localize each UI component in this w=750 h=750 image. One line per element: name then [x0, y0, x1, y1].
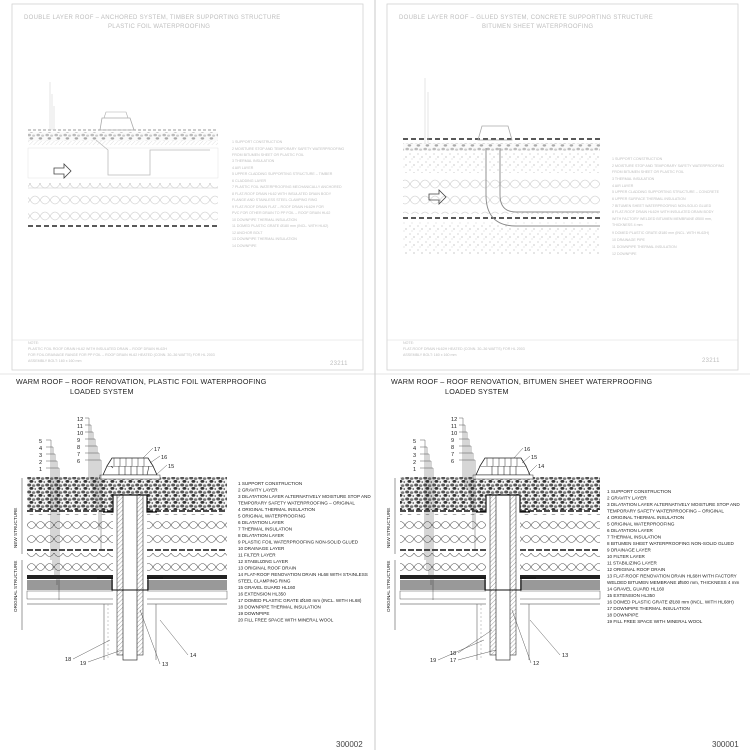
- svg-text:9 DRAINAGE LAYER: 9 DRAINAGE LAYER: [607, 547, 651, 553]
- svg-text:1 SUPPORT CONSTRUCTION: 1 SUPPORT CONSTRUCTION: [607, 489, 672, 494]
- svg-text:17 DOMED PLASTIC GRATE Ø180 m: 17 DOMED PLASTIC GRATE Ø180 mm (INCL. WITH HL68): [238, 598, 362, 603]
- callout-label: 13: [162, 662, 169, 668]
- callout-label: 18: [450, 651, 457, 657]
- callout-label: 2: [413, 460, 417, 466]
- svg-text:6 UPPER SURFACE THERMAL INSU: 6 UPPER SURFACE THERMAL INSULATION: [612, 197, 686, 201]
- callout-label: 10: [451, 431, 458, 437]
- bottom-right-legend: [607, 489, 740, 624]
- svg-text:17 DOWNPIPE THERMAL INSULATIO: 17 DOWNPIPE THERMAL INSULATION: [607, 606, 690, 611]
- svg-text:18 DOWNPIPE THERMAL INSULATIO: 18 DOWNPIPE THERMAL INSULATION: [238, 604, 321, 610]
- svg-text:8 DILATATION LAYER: 8 DILATATION LAYER: [238, 533, 284, 538]
- svg-text:5 UPPER CLADDING SUPPORTING: 5 UPPER CLADDING SUPPORTING STRUCTURE – TIMBER: [232, 172, 333, 176]
- callout-label: 12: [533, 661, 540, 667]
- callout-label: 16: [161, 455, 168, 461]
- top-left-title-line-2: PLASTIC FOIL WATERPROOFING: [108, 24, 211, 30]
- svg-text:4 AIR LAYER: 4 AIR LAYER: [232, 166, 254, 170]
- callout-label: 4: [39, 446, 43, 452]
- callout-label: 10: [77, 431, 84, 437]
- callout-label: 1: [39, 467, 43, 473]
- callout-label: 2: [39, 460, 43, 466]
- bottom-right-side-label-original: ORIGINAL STRUCTURE: [386, 560, 391, 612]
- svg-text:FLANGE AND STAINLESS STEEL CLA: FLANGE AND STAINLESS STEEL CLAMPING RING: [232, 198, 318, 202]
- svg-text:9 FLAT-ROOF DRAIN FLAT – ROO: 9 FLAT-ROOF DRAIN FLAT – ROOF DRAIN HL62H FOR: [232, 205, 324, 209]
- callout-label: 6: [77, 459, 81, 465]
- callout-label: 16: [524, 447, 531, 453]
- bottom-right-title-line-2: LOADED SYSTEM: [445, 387, 509, 396]
- svg-text:ASSEMBLY BOLT: 160 x 160 mm: ASSEMBLY BOLT: 160 x 160 mm: [403, 353, 457, 357]
- svg-text:2 GRAVITY LAYER: 2 GRAVITY LAYER: [607, 495, 647, 501]
- svg-text:FLAT-ROOF DRAIN HL62H HEATED (: FLAT-ROOF DRAIN HL62H HEATED (CONN. 30–36 WATTS) FOR HL 2003: [403, 347, 525, 351]
- bottom-right-sheet: [386, 377, 740, 749]
- svg-text:5 ORIGINAL WATERPROOFING: 5 ORIGINAL WATERPROOFING: [238, 513, 306, 519]
- callout-label: 1: [413, 467, 417, 473]
- callout-label: 5: [413, 439, 417, 445]
- svg-text:3 THERMAL INSULATION: 3 THERMAL INSULATION: [612, 177, 655, 181]
- callout-label: 17: [154, 447, 161, 453]
- bottom-left-title-line-1: WARM ROOF – ROOF RENOVATION, PLASTIC FOIL WATERPROOFING: [16, 377, 267, 386]
- svg-text:16 DOMED PLASTIC GRATE Ø180 m: 16 DOMED PLASTIC GRATE Ø180 mm (INCL. WITH HL68H): [607, 599, 734, 605]
- callout-label: 17: [450, 658, 457, 664]
- callout-label: 14: [190, 653, 197, 659]
- svg-text:11 DOWNPIPE THERMAL INSULATIO: 11 DOWNPIPE THERMAL INSULATION: [612, 245, 677, 249]
- callout-label: 12: [77, 417, 84, 423]
- svg-text:4 ORIGINAL THERMAL INSULATIO: 4 ORIGINAL THERMAL INSULATION: [238, 507, 316, 512]
- svg-text:12 ANCHOR BOLT: 12 ANCHOR BOLT: [232, 231, 263, 235]
- callout-label: 12: [451, 417, 458, 423]
- callout-label: 18: [65, 657, 72, 663]
- svg-text:15 EXTENSION HL350: 15 EXTENSION HL350: [607, 593, 655, 598]
- top-right-title-line-2: BITUMEN SHEET WATERPROOFING: [482, 24, 594, 30]
- callout-label: 5: [39, 439, 43, 445]
- svg-text:11 STABILIZING LAYER: 11 STABILIZING LAYER: [607, 560, 657, 566]
- bottom-right-side-label-new: NEW STRUCTURE: [386, 507, 391, 548]
- callout-label: 15: [531, 455, 538, 461]
- svg-text:THICKNESS 4 mm: THICKNESS 4 mm: [612, 223, 643, 227]
- svg-text:FROM BITUMEN SHEET OR PLASTIC: FROM BITUMEN SHEET OR PLASTIC FOIL: [232, 153, 305, 157]
- svg-text:7 THERMAL INSULATION: 7 THERMAL INSULATION: [238, 526, 293, 532]
- svg-text:3 THERMAL INSULATION: 3 THERMAL INSULATION: [232, 159, 275, 163]
- svg-text:9 DOMED PLASTIC GRATE Ø180 m: 9 DOMED PLASTIC GRATE Ø180 mm (INCL. WITH HL62H): [612, 231, 710, 235]
- svg-text:16 EXTENSION HL350: 16 EXTENSION HL350: [238, 591, 286, 597]
- svg-text:TEMPORARY SAFETY WATERPROOFING: TEMPORARY SAFETY WATERPROOFING – ORIGINAL: [607, 508, 724, 514]
- svg-text:14 DOWNPIPE: 14 DOWNPIPE: [232, 244, 257, 248]
- callout-label: 6: [451, 459, 455, 465]
- top-left-sheet: [24, 15, 348, 367]
- svg-text:NOTE:: NOTE:: [403, 341, 414, 345]
- top-left-title-line-1: DOUBLE LAYER ROOF – ANCHORED SYSTEM, TIMBER SUPPORTING STRUCTURE: [24, 15, 281, 21]
- svg-text:19 DOWNPIPE: 19 DOWNPIPE: [238, 611, 270, 616]
- svg-text:10 DOWNPIPE THERMAL INSULATIO: 10 DOWNPIPE THERMAL INSULATION: [232, 218, 297, 222]
- svg-text:13 FLAT-ROOF RENOVATION DRAIN: 13 FLAT-ROOF RENOVATION DRAIN HL68H WITH FACTORY: [607, 573, 737, 579]
- callout-label: 13: [562, 653, 569, 659]
- svg-text:8 FLAT-ROOF DRAIN HL62 WITH: 8 FLAT-ROOF DRAIN HL62 WITH INSULATED DRAIN BODY: [232, 192, 332, 196]
- callout-label: 15: [168, 464, 175, 470]
- top-right-title-line-1: DOUBLE LAYER ROOF – GLUED SYSTEM, CONCRETE SUPPORTING STRUCTURE: [399, 15, 654, 21]
- svg-text:18 DOWNPIPE: 18 DOWNPIPE: [607, 612, 639, 618]
- svg-text:5 ORIGINAL WATERPROOFING: 5 ORIGINAL WATERPROOFING: [607, 521, 675, 527]
- callout-label: 9: [77, 438, 81, 444]
- bottom-left-sheet: [13, 377, 371, 749]
- callout-label: 9: [451, 438, 455, 444]
- svg-text:6 CLADDING LAYER: 6 CLADDING LAYER: [232, 179, 267, 183]
- svg-text:3 DILATATION LAYER ALTERNATI: 3 DILATATION LAYER ALTERNATIVELY MOISTURE STOP AND: [238, 494, 371, 499]
- svg-text:11 DOMED PLASTIC GRATE Ø180 m: 11 DOMED PLASTIC GRATE Ø180 mm (INCL. WITH HL62): [232, 224, 329, 228]
- bottom-left-code: 300002: [336, 740, 363, 749]
- svg-text:4 ORIGINAL THERMAL INSULATIO: 4 ORIGINAL THERMAL INSULATION: [607, 515, 685, 520]
- callout-label: 7: [451, 452, 455, 458]
- svg-text:7 THERMAL INSULATION: 7 THERMAL INSULATION: [607, 534, 662, 540]
- svg-text:19 FILL FREE SPACE WITH MINER: 19 FILL FREE SPACE WITH MINERAL WOOL: [607, 619, 703, 624]
- callout-label: 3: [413, 453, 417, 459]
- svg-text:WITH FACTORY WELDED BITUMEN ME: WITH FACTORY WELDED BITUMEN MEMBRANE Ø500 mm,: [612, 217, 713, 221]
- svg-text:12 STABILIZING LAYER: 12 STABILIZING LAYER: [238, 559, 289, 564]
- callout-label: 14: [538, 464, 545, 470]
- bottom-left-side-label-new: NEW STRUCTURE: [13, 507, 18, 548]
- svg-text:14 GRAVEL GUARD HL160: 14 GRAVEL GUARD HL160: [607, 586, 665, 592]
- top-right-code: 23211: [702, 358, 720, 364]
- svg-text:10 FILTER LAYER: 10 FILTER LAYER: [607, 554, 645, 559]
- svg-text:13 ORIGINAL ROOF DRAIN: 13 ORIGINAL ROOF DRAIN: [238, 565, 297, 571]
- svg-text:2 MOISTURE STOP AND TEMPORAR: 2 MOISTURE STOP AND TEMPORARY SAFETY WATERPROOFING: [612, 164, 725, 168]
- svg-text:11 FILTER LAYER: 11 FILTER LAYER: [238, 552, 276, 558]
- svg-text:14 FLAT-ROOF RENOVATION DRAIN: 14 FLAT-ROOF RENOVATION DRAIN HL68 WITH STAINLESS: [238, 572, 368, 577]
- callout-label: 11: [77, 424, 83, 430]
- svg-text:STEEL CLAMPING RING: STEEL CLAMPING RING: [238, 578, 291, 584]
- svg-text:FOR FOIL DRAINAGE RANGE FOR PP: FOR FOIL DRAINAGE RANGE FOR PP FOIL – ROOF DRAIN HL62 HEATED (CONN. 30–36 WATTS) FOR HL 2003: [28, 353, 215, 357]
- callout-label: 19: [80, 661, 87, 667]
- bottom-left-legend: [238, 481, 371, 623]
- svg-text:ASSEMBLY BOLT: 160 x 160 mm: ASSEMBLY BOLT: 160 x 160 mm: [28, 359, 82, 363]
- svg-text:7 BITUMEN SHEET WATERPROOFIN: 7 BITUMEN SHEET WATERPROOFING NON-SOLID GLUED: [612, 204, 712, 208]
- svg-text:WELDED BITUMEN MEMBRANE Ø500 m: WELDED BITUMEN MEMBRANE Ø500 mm, THICKNESS 4 mm: [607, 580, 740, 585]
- bottom-left-side-label-original: ORIGINAL STRUCTURE: [13, 560, 18, 612]
- svg-text:8 BITUMEN SHEET WATERPROOFIN: 8 BITUMEN SHEET WATERPROOFING NON-SOLID GLUED: [607, 541, 734, 546]
- svg-text:1 SUPPORT CONSTRUCTION: 1 SUPPORT CONSTRUCTION: [238, 481, 303, 486]
- top-right-sheet: [399, 15, 724, 364]
- callout-label: 19: [430, 658, 437, 664]
- callout-label: 7: [77, 452, 81, 458]
- callout-label: 8: [451, 445, 455, 451]
- svg-text:9 PLASTIC FOIL WATERPROOFING: 9 PLASTIC FOIL WATERPROOFING NON-SOLID GLUED: [238, 539, 359, 545]
- bottom-right-title-line-1: WARM ROOF – ROOF RENOVATION, BITUMEN SHEET WATERPROOFING: [391, 377, 653, 386]
- bottom-left-title-line-2: LOADED SYSTEM: [70, 387, 134, 396]
- svg-text:1 SUPPORT CONSTRUCTION: 1 SUPPORT CONSTRUCTION: [232, 140, 283, 144]
- svg-text:10 DRAINAGE PIPE: 10 DRAINAGE PIPE: [612, 238, 645, 242]
- svg-text:8 FLAT-ROOF DRAIN HL62H WITH: 8 FLAT-ROOF DRAIN HL62H WITH INSULATED DRAIN BODY: [612, 210, 714, 214]
- svg-text:6 DILATATION LAYER: 6 DILATATION LAYER: [238, 520, 284, 525]
- svg-text:PLASTIC FOIL ROOF DRAIN HL62 W: PLASTIC FOIL ROOF DRAIN HL62 WITH INSULATED DRAIN – ROOF DRAIN HL62H: [28, 347, 167, 351]
- svg-text:FROM BITUMEN SHEET OR PLASTIC: FROM BITUMEN SHEET OR PLASTIC FOIL: [612, 170, 685, 174]
- svg-text:NOTE:: NOTE:: [28, 341, 39, 345]
- svg-text:TEMPORARY SAFETY WATERPROOFING: TEMPORARY SAFETY WATERPROOFING – ORIGINAL: [238, 500, 355, 506]
- svg-text:13 DOWNPIPE THERMAL INSULATIO: 13 DOWNPIPE THERMAL INSULATION: [232, 237, 297, 241]
- svg-text:12 DOWNPIPE: 12 DOWNPIPE: [612, 252, 637, 256]
- svg-text:4 AIR LAYER: 4 AIR LAYER: [612, 184, 634, 188]
- svg-text:5 UPPER CLADDING SUPPORTING: 5 UPPER CLADDING SUPPORTING STRUCTURE – CONCRETE: [612, 190, 719, 194]
- svg-text:10 DRAINAGE LAYER: 10 DRAINAGE LAYER: [238, 546, 285, 551]
- svg-text:3 DILATATION LAYER ALTERNATI: 3 DILATATION LAYER ALTERNATIVELY MOISTURE STOP AND: [607, 502, 740, 507]
- svg-text:20 FILL FREE SPACE WITH MINER: 20 FILL FREE SPACE WITH MINERAL WOOL: [238, 617, 334, 623]
- callout-label: 11: [451, 424, 457, 430]
- svg-text:15 GRAVEL GUARD HL160: 15 GRAVEL GUARD HL160: [238, 585, 296, 590]
- callout-label: 3: [39, 453, 43, 459]
- svg-text:PVC FOR OTHER DRAIN TO PP FOIL: PVC FOR OTHER DRAIN TO PP FOIL – ROOF DRAIN HL62: [232, 211, 331, 215]
- callout-label: 4: [413, 446, 417, 452]
- svg-text:1 SUPPORT CONSTRUCTION: 1 SUPPORT CONSTRUCTION: [612, 157, 663, 161]
- bottom-right-code: 300001: [712, 740, 739, 749]
- svg-text:6 DILATATION LAYER: 6 DILATATION LAYER: [607, 528, 653, 533]
- svg-text:12 ORIGINAL ROOF DRAIN: 12 ORIGINAL ROOF DRAIN: [607, 567, 666, 572]
- svg-text:7 PLASTIC FOIL WATERPROOFING: 7 PLASTIC FOIL WATERPROOFING MECHANICALLY ANCHORED: [232, 185, 342, 189]
- svg-text:2 GRAVITY LAYER: 2 GRAVITY LAYER: [238, 487, 278, 493]
- top-left-code: 23211: [330, 361, 348, 367]
- callout-label: 8: [77, 445, 81, 451]
- svg-text:2 MOISTURE STOP AND TEMPORAR: 2 MOISTURE STOP AND TEMPORARY SAFETY WATERPROOFING: [232, 147, 345, 151]
